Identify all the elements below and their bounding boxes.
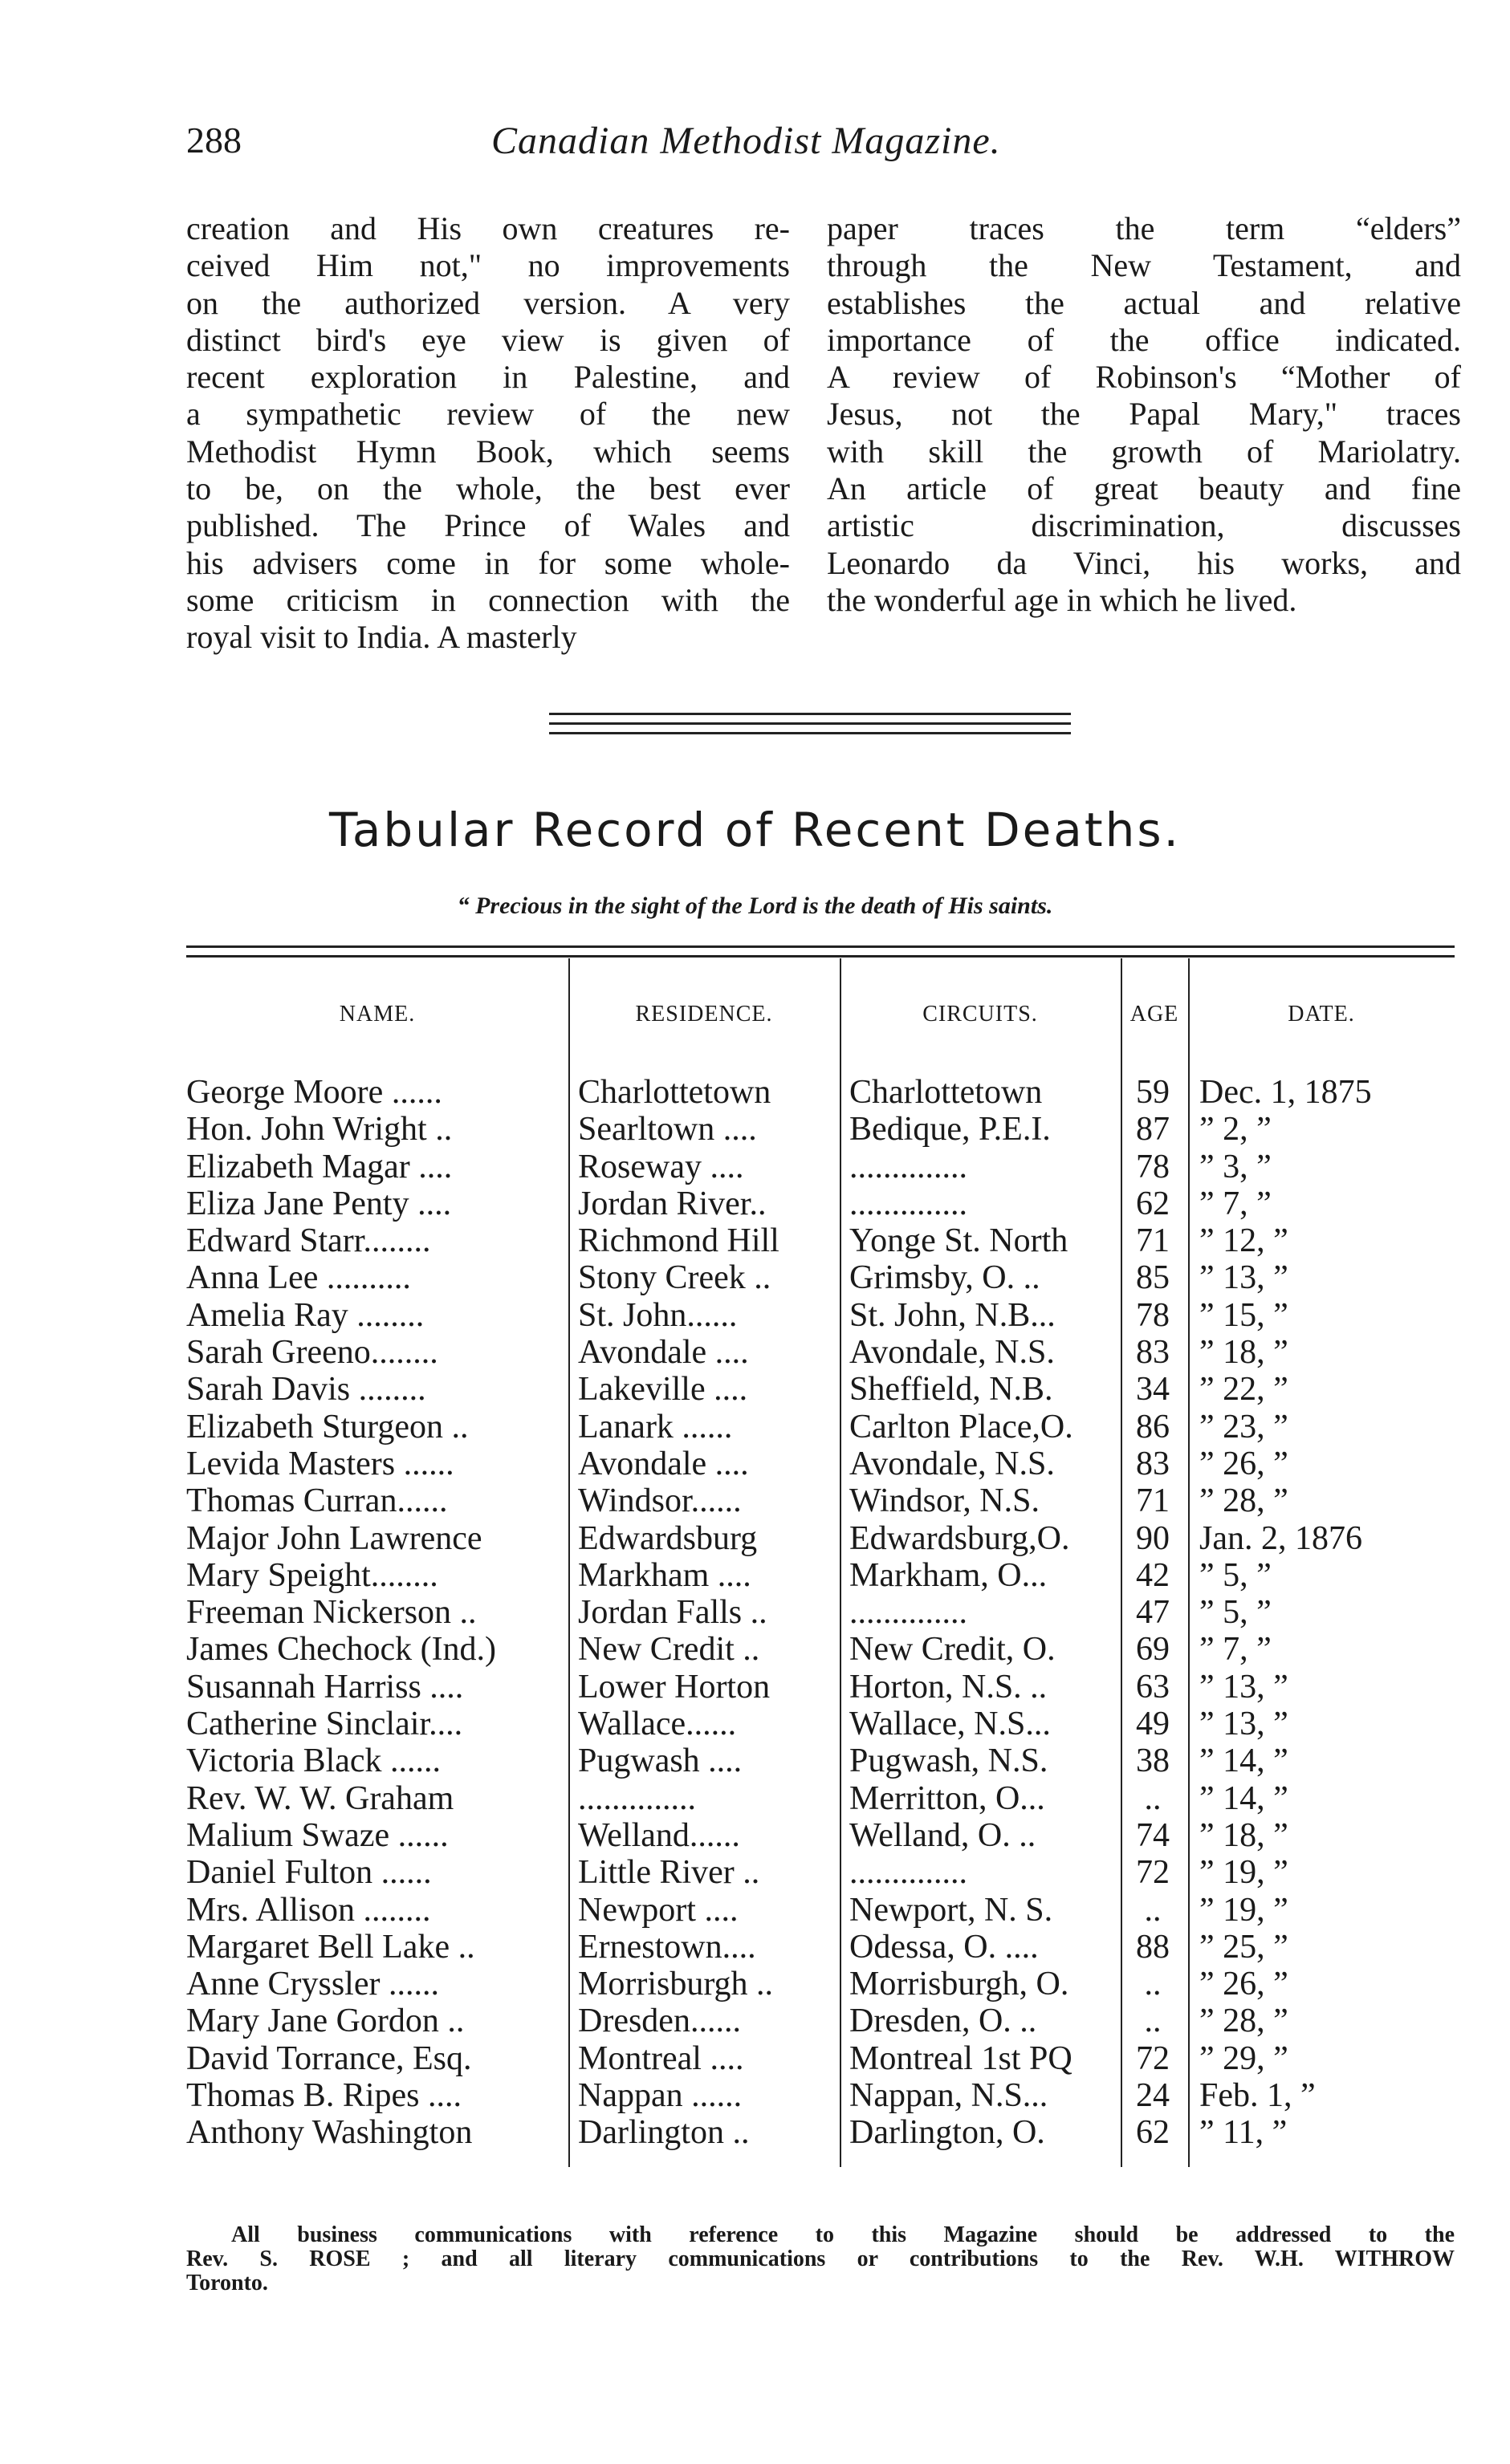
cell-circuit: St. John, N.B... [849,1296,1056,1334]
cell-circuit: Yonge St. North [849,1222,1068,1260]
text-line: recent exploration in Palestine, and [186,359,790,396]
cell-age: 69 [1136,1631,1170,1669]
cell-residence: Lakeville .... [578,1371,748,1409]
cell-residence: Lanark ...... [578,1408,733,1445]
cell-date: ” 28, ” [1199,1482,1288,1520]
cell-circuit: Bedique, P.E.I. [849,1111,1051,1149]
cell-date: ” 29, ” [1199,2039,1288,2077]
cell-date: ” 15, ” [1199,1296,1288,1334]
cell-residence: Morrisburgh .. [578,1966,774,2003]
text-line: to be, on the whole, the best ever [186,470,790,507]
header-residence: RESIDENCE. [635,1002,773,1027]
header-date: DATE. [1288,1002,1355,1027]
cell-residence: .............. [578,1779,696,1817]
cell-circuit: Carlton Place,O. [849,1408,1073,1445]
table-row [186,1185,1455,1222]
table-row [186,1520,1455,1557]
cell-age: 71 [1136,1222,1170,1260]
cell-residence: Welland...... [578,1816,740,1854]
cell-name: Eliza Jane Penty .... [186,1185,452,1222]
table-row [186,1074,1455,1111]
text-line: artistic discrimination, discusses [827,507,1461,544]
cell-circuit: Montreal 1st PQ [849,2039,1072,2077]
cell-date: ” 18, ” [1199,1334,1288,1372]
text-line: paper traces the term “elders” [827,210,1461,246]
left-text-column [186,210,790,657]
cell-circuit: Grimsby, O. .. [849,1259,1040,1297]
cell-date: ” 19, ” [1199,1891,1288,1929]
cell-date: ” 2, ” [1199,1111,1272,1149]
cell-age: 38 [1136,1742,1170,1780]
cell-name: Victoria Black ...... [186,1742,442,1780]
cell-residence: Richmond Hill [578,1222,779,1260]
table-row [186,1966,1455,2003]
cell-name: Margaret Bell Lake .. [186,1928,475,1966]
cell-age: 83 [1136,1445,1170,1482]
cell-name: Levida Masters ...... [186,1445,454,1482]
table-row [186,1892,1455,1929]
cell-residence: St. John...... [578,1296,738,1334]
text-line: creation and His own creatures re- [186,210,790,246]
table-row [186,1557,1455,1594]
cell-circuit: New Credit, O. [849,1631,1056,1669]
cell-age: 63 [1136,1668,1170,1706]
table-row [186,2040,1455,2077]
table-row [186,1817,1455,1854]
right-text-column [827,210,1461,619]
divider-rule [549,713,1071,715]
text-line: royal visit to India. A masterly [186,619,577,656]
footer-line: Toronto. [186,2271,268,2295]
cell-residence: Avondale .... [578,1334,749,1372]
cell-name: Amelia Ray ........ [186,1296,425,1334]
cell-date: Jan. 2, 1876 [1199,1519,1362,1557]
table-row [186,1409,1455,1445]
cell-circuit: Darlington, O. [849,2114,1045,2152]
cell-age: 42 [1136,1556,1170,1594]
cell-date: ” 5, ” [1199,1594,1272,1632]
cell-age: 74 [1136,1816,1170,1854]
cell-age: 62 [1136,1185,1170,1222]
cell-date: ” 13, ” [1199,1668,1288,1706]
table-row [186,1482,1455,1519]
cell-name: Anna Lee .......... [186,1259,411,1297]
cell-circuit: Wallace, N.S... [849,1706,1051,1743]
cell-date: ” 19, ” [1199,1854,1288,1892]
footer-note [186,2223,1455,2295]
table-row [186,1742,1455,1779]
divider-rule [549,722,1071,725]
cell-circuit: Pugwash, N.S. [849,1742,1048,1780]
cell-residence: Montreal .... [578,2039,744,2077]
text-line: with skill the growth of Mariolatry. [827,433,1461,470]
footer-line: All business communications with reference to this Magazine should be addressed to the [231,2222,1455,2247]
cell-age: .. [1144,1779,1162,1817]
cell-date: ” 18, ” [1199,1816,1288,1854]
text-line: published. The Prince of Wales and [186,507,790,544]
cell-date: ” 14, ” [1199,1779,1288,1817]
table-epigraph: “ Precious in the sight of the Lord is the death of His saints. [457,892,1053,919]
cell-residence: Pugwash .... [578,1742,743,1780]
cell-circuit: .............. [849,1594,967,1632]
cell-name: Elizabeth Magar .... [186,1148,453,1185]
cell-name: Sarah Davis ........ [186,1371,426,1409]
cell-residence: Edwardsburg [578,1519,758,1557]
cell-name: Anne Cryssler ...... [186,1966,439,2003]
header-age: AGE [1129,1002,1179,1027]
cell-age: 59 [1136,1074,1170,1111]
cell-residence: Searltown .... [578,1111,757,1149]
cell-name: Mrs. Allison ........ [186,1891,431,1929]
cell-name: Edward Starr........ [186,1222,431,1260]
cell-residence: Darlington .. [578,2114,750,2152]
text-line: establishes the actual and relative [827,284,1461,321]
table-row [186,1854,1455,1891]
cell-age: 34 [1136,1371,1170,1409]
cell-name: Anthony Washington [186,2114,473,2152]
cell-name: James Chechock (Ind.) [186,1631,497,1669]
table-body [186,1074,1455,2152]
cell-residence: Dresden...... [578,2003,741,2040]
cell-age: 62 [1136,2114,1170,2152]
cell-date: ” 5, ” [1199,1556,1272,1594]
footer-line: Rev. S. ROSE ; and all literary communications or contributions to the Rev. W.H. WITHROW [186,2246,1455,2271]
cell-name: Sarah Greeno........ [186,1334,438,1372]
cell-circuit: Avondale, N.S. [849,1334,1055,1372]
cell-age: 86 [1136,1408,1170,1445]
cell-date: Feb. 1, ” [1199,2077,1316,2115]
text-line: a sympathetic review of the new [186,396,790,433]
table-row [186,1149,1455,1185]
cell-date: ” 28, ” [1199,2003,1288,2040]
cell-name: Thomas Curran...... [186,1482,448,1520]
table-row [186,2077,1455,2114]
table-row [186,1445,1455,1482]
table-row [186,1334,1455,1371]
cell-date: ” 25, ” [1199,1928,1288,1966]
cell-date: Dec. 1, 1875 [1199,1074,1372,1111]
magazine-title: Canadian Methodist Magazine. [491,120,1001,162]
text-line: on the authorized version. A very [186,284,790,321]
cell-circuit: Charlottetown [849,1074,1043,1111]
cell-residence: Charlottetown [578,1074,771,1111]
table-title: Tabular Record of Recent Deaths. [329,803,1181,857]
text-line: An article of great beauty and fine [827,470,1461,507]
table-row [186,1780,1455,1817]
cell-date: ” 13, ” [1199,1706,1288,1743]
cell-circuit: Odessa, O. .... [849,1928,1039,1966]
cell-circuit: Welland, O. .. [849,1816,1036,1854]
table-top-rule [186,945,1455,948]
cell-age: 24 [1136,2077,1170,2115]
header-circuits: CIRCUITS. [922,1002,1038,1027]
cell-residence: Wallace...... [578,1706,737,1743]
table-row [186,1259,1455,1296]
section-divider [549,713,1071,742]
cell-circuit: Nappan, N.S... [849,2077,1048,2115]
cell-date: ” 13, ” [1199,1259,1288,1297]
cell-circuit: Morrisburgh, O. [849,1966,1069,2003]
cell-date: ” 7, ” [1199,1631,1272,1669]
cell-age: 78 [1136,1148,1170,1185]
table-row [186,1222,1455,1259]
text-line: some criticism in connection with the [186,581,790,618]
cell-residence: Ernestown.... [578,1928,756,1966]
table-row [186,1706,1455,1742]
cell-name: Freeman Nickerson .. [186,1594,477,1632]
table-row [186,1929,1455,1966]
cell-residence: Jordan River.. [578,1185,767,1222]
cell-circuit: Windsor, N.S. [849,1482,1040,1520]
cell-name: Daniel Fulton ...... [186,1854,432,1892]
cell-age: 72 [1136,2039,1170,2077]
table-row [186,1631,1455,1668]
cell-circuit: Avondale, N.S. [849,1445,1055,1482]
cell-age: 88 [1136,1928,1170,1966]
cell-date: ” 12, ” [1199,1222,1288,1260]
cell-date: ” 11, ” [1199,2114,1288,2152]
cell-date: ” 3, ” [1199,1148,1272,1185]
cell-residence: Windsor...... [578,1482,742,1520]
cell-name: Elizabeth Sturgeon .. [186,1408,469,1445]
cell-date: ” 14, ” [1199,1742,1288,1780]
text-line: through the New Testament, and [827,247,1461,284]
cell-name: Major John Lawrence [186,1519,482,1557]
cell-name: David Torrance, Esq. [186,2039,472,2077]
cell-circuit: .............. [849,1854,967,1892]
cell-name: Catherine Sinclair.... [186,1706,463,1743]
table-top-rule [186,955,1455,958]
cell-date: ” 22, ” [1199,1371,1288,1409]
deaths-table [186,937,1455,2173]
page-number: 288 [186,120,242,161]
cell-circuit: Newport, N. S. [849,1891,1053,1929]
cell-circuit: Edwardsburg,O. [849,1519,1070,1557]
text-line: distinct bird's eye view is given of [186,321,790,358]
cell-name: Thomas B. Ripes .... [186,2077,462,2115]
cell-age: .. [1144,1891,1162,1929]
cell-residence: Little River .. [578,1854,760,1892]
cell-date: ” 7, ” [1199,1185,1272,1222]
text-line: Methodist Hymn Book, which seems [186,433,790,470]
text-line: importance of the office indicated. [827,321,1461,358]
cell-age: 49 [1136,1706,1170,1743]
cell-date: ” 26, ” [1199,1445,1288,1482]
cell-circuit: Horton, N.S. .. [849,1668,1048,1706]
cell-circuit: Markham, O... [849,1556,1048,1594]
cell-name: Hon. John Wright .. [186,1111,453,1149]
cell-age: 78 [1136,1296,1170,1334]
text-line: the wonderful age in which he lived. [827,581,1297,618]
text-line: Jesus, not the Papal Mary," traces [827,396,1461,433]
cell-age: 72 [1136,1854,1170,1892]
table-row [186,1594,1455,1631]
running-header [186,119,1455,167]
cell-residence: Lower Horton [578,1668,771,1706]
cell-age: .. [1144,1966,1162,2003]
table-row [186,2003,1455,2039]
cell-age: 85 [1136,1259,1170,1297]
cell-circuit: Merritton, O... [849,1779,1045,1817]
cell-name: George Moore ...... [186,1074,442,1111]
text-line: ceived Him not," no improvements [186,247,790,284]
text-line: Leonardo da Vinci, his works, and [827,544,1461,581]
table-row [186,1111,1455,1148]
cell-age: 90 [1136,1519,1170,1557]
cell-residence: New Credit .. [578,1631,760,1669]
cell-residence: Avondale .... [578,1445,749,1482]
table-row [186,1669,1455,1706]
cell-residence: Markham .... [578,1556,751,1594]
cell-residence: Nappan ...... [578,2077,743,2115]
header-name: NAME. [339,1002,416,1027]
cell-name: Rev. W. W. Graham [186,1779,454,1817]
cell-name: Mary Jane Gordon .. [186,2003,465,2040]
text-line: his advisers come in for some whole- [186,544,790,581]
cell-age: 83 [1136,1334,1170,1372]
cell-name: Mary Speight........ [186,1556,438,1594]
cell-age: .. [1144,2003,1162,2040]
cell-residence: Roseway .... [578,1148,744,1185]
cell-age: 87 [1136,1111,1170,1149]
cell-residence: Stony Creek .. [578,1259,771,1297]
table-row [186,1297,1455,1334]
text-line: A review of Robinson's “Mother of [827,359,1461,396]
cell-circuit: .............. [849,1185,967,1222]
cell-age: 71 [1136,1482,1170,1520]
divider-rule [549,732,1071,734]
cell-date: ” 26, ” [1199,1966,1288,2003]
cell-circuit: .............. [849,1148,967,1185]
cell-age: 47 [1136,1594,1170,1632]
cell-date: ” 23, ” [1199,1408,1288,1445]
table-row [186,2114,1455,2151]
cell-name: Susannah Harriss .... [186,1668,464,1706]
cell-residence: Newport .... [578,1891,739,1929]
cell-name: Malium Swaze ...... [186,1816,449,1854]
table-row [186,1371,1455,1408]
cell-circuit: Sheffield, N.B. [849,1371,1053,1409]
cell-circuit: Dresden, O. .. [849,2003,1037,2040]
cell-residence: Jordan Falls .. [578,1594,767,1632]
